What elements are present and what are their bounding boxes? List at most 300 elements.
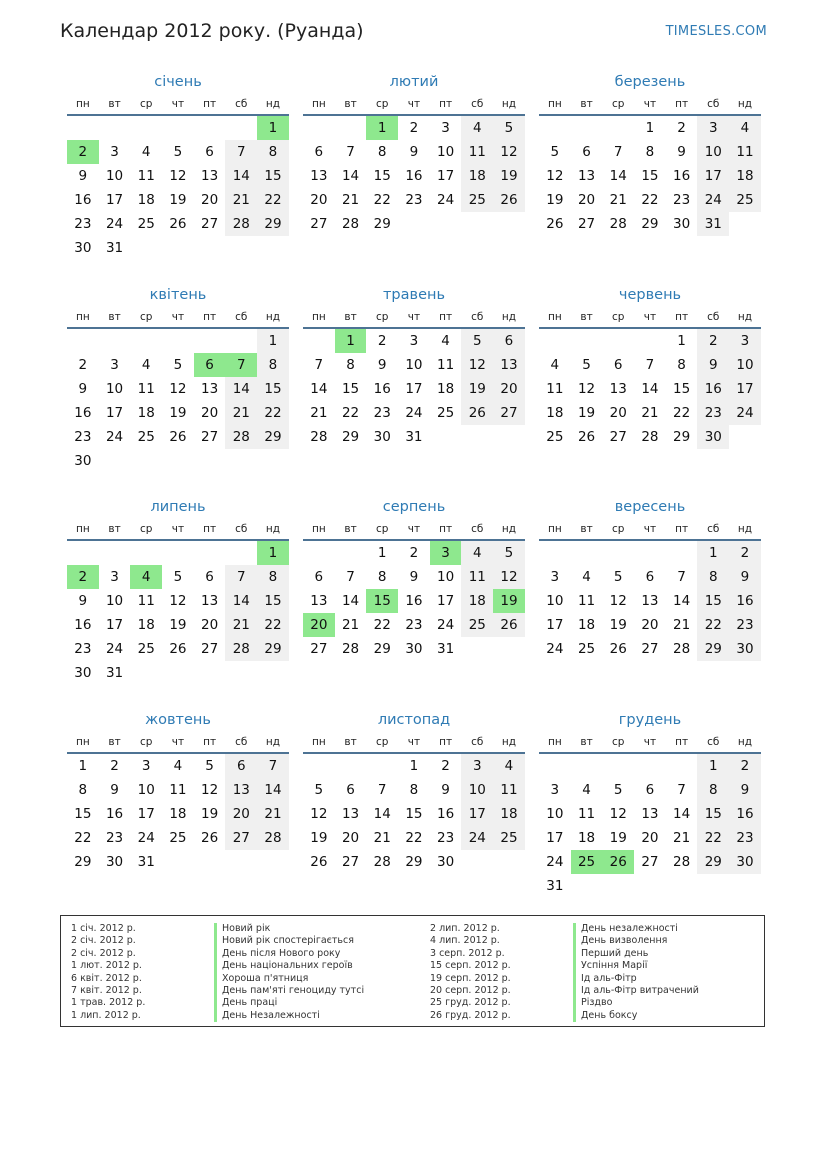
day-cell[interactable]: 17 (461, 802, 493, 826)
day-cell[interactable]: 28 (225, 425, 257, 449)
day-cell[interactable]: 30 (437, 854, 455, 870)
day-cell[interactable]: 25 (493, 826, 525, 850)
day-cell[interactable]: 8 (697, 565, 729, 589)
day-cell[interactable]: 29 (74, 854, 92, 870)
day-cell[interactable]: 30 (74, 665, 92, 681)
day-cell[interactable]: 6 (225, 754, 257, 778)
day-cell[interactable]: 10 (137, 782, 155, 798)
day-cell[interactable]: 5 (493, 116, 525, 140)
day-cell[interactable]: 28 (673, 641, 691, 657)
day-cell[interactable]: 4 (729, 116, 761, 140)
day-cell[interactable]: 9 (729, 778, 761, 802)
day-cell[interactable]: 25 (546, 429, 564, 445)
day-cell[interactable]: 20 (641, 617, 659, 633)
day-cell[interactable]: 25 (577, 641, 596, 657)
day-cell[interactable]: 1 (257, 329, 289, 353)
day-cell[interactable]: 29 (257, 637, 289, 661)
day-cell[interactable]: 20 (225, 802, 257, 826)
day-cell[interactable]: 10 (405, 357, 423, 373)
day-cell[interactable]: 27 (310, 641, 328, 657)
day-cell[interactable]: 10 (105, 593, 124, 609)
day-cell[interactable]: 19 (461, 377, 493, 401)
day-cell[interactable]: 17 (137, 806, 155, 822)
day-cell[interactable]: 14 (225, 377, 257, 401)
day-cell[interactable]: 18 (577, 830, 596, 846)
day-cell[interactable]: 15 (257, 589, 289, 613)
day-cell[interactable]: 21 (310, 405, 328, 421)
day-cell[interactable]: 22 (373, 617, 391, 633)
day-cell[interactable]: 5 (613, 569, 623, 585)
day-cell[interactable]: 15 (673, 381, 691, 397)
day-cell[interactable]: 3 (697, 116, 729, 140)
day-cell[interactable]: 4 (141, 357, 151, 373)
day-cell[interactable]: 5 (173, 144, 183, 160)
day-cell[interactable]: 9 (677, 144, 686, 160)
day-cell[interactable]: 5 (582, 357, 591, 373)
holiday-day-cell[interactable]: 7 (225, 353, 257, 377)
holiday-day-cell[interactable]: 2 (67, 140, 99, 164)
day-cell[interactable]: 30 (673, 216, 691, 232)
day-cell[interactable]: 2 (409, 120, 419, 136)
day-cell[interactable]: 11 (137, 593, 155, 609)
day-cell[interactable]: 14 (310, 381, 328, 397)
day-cell[interactable]: 7 (314, 357, 324, 373)
day-cell[interactable]: 13 (310, 593, 328, 609)
day-cell[interactable]: 30 (729, 850, 761, 874)
day-cell[interactable]: 9 (78, 593, 88, 609)
day-cell[interactable]: 26 (169, 429, 187, 445)
day-cell[interactable]: 21 (673, 617, 691, 633)
day-cell[interactable]: 10 (697, 140, 729, 164)
day-cell[interactable]: 12 (169, 593, 187, 609)
day-cell[interactable]: 12 (493, 140, 525, 164)
day-cell[interactable]: 8 (257, 140, 289, 164)
day-cell[interactable]: 21 (673, 830, 691, 846)
day-cell[interactable]: 19 (493, 164, 525, 188)
day-cell[interactable]: 19 (310, 830, 328, 846)
day-cell[interactable]: 13 (493, 353, 525, 377)
day-cell[interactable]: 31 (437, 641, 455, 657)
day-cell[interactable]: 23 (105, 830, 124, 846)
day-cell[interactable]: 12 (461, 353, 493, 377)
day-cell[interactable]: 26 (609, 641, 627, 657)
day-cell[interactable]: 24 (437, 192, 455, 208)
day-cell[interactable]: 13 (201, 593, 219, 609)
holiday-day-cell[interactable]: 20 (303, 613, 335, 637)
day-cell[interactable]: 23 (74, 216, 92, 232)
day-cell[interactable]: 23 (697, 401, 729, 425)
day-cell[interactable]: 22 (641, 192, 659, 208)
holiday-day-cell[interactable]: 1 (335, 329, 367, 353)
day-cell[interactable]: 24 (546, 641, 564, 657)
day-cell[interactable]: 31 (546, 878, 564, 894)
day-cell[interactable]: 15 (405, 806, 423, 822)
day-cell[interactable]: 20 (577, 192, 596, 208)
day-cell[interactable]: 12 (201, 782, 219, 798)
day-cell[interactable]: 2 (78, 357, 88, 373)
day-cell[interactable]: 19 (609, 617, 627, 633)
day-cell[interactable]: 28 (225, 212, 257, 236)
day-cell[interactable]: 24 (405, 405, 423, 421)
day-cell[interactable]: 2 (677, 120, 686, 136)
day-cell[interactable]: 12 (546, 168, 564, 184)
day-cell[interactable]: 26 (493, 613, 525, 637)
day-cell[interactable]: 8 (697, 778, 729, 802)
day-cell[interactable]: 7 (225, 140, 257, 164)
day-cell[interactable]: 28 (310, 429, 328, 445)
day-cell[interactable]: 26 (577, 429, 596, 445)
day-cell[interactable]: 26 (310, 854, 328, 870)
day-cell[interactable]: 28 (225, 637, 257, 661)
holiday-day-cell[interactable]: 6 (194, 353, 226, 377)
day-cell[interactable]: 12 (493, 565, 525, 589)
day-cell[interactable]: 10 (437, 144, 455, 160)
day-cell[interactable]: 8 (677, 357, 686, 373)
day-cell[interactable]: 5 (314, 782, 324, 798)
day-cell[interactable]: 26 (461, 401, 493, 425)
day-cell[interactable]: 1 (697, 754, 729, 778)
day-cell[interactable]: 18 (169, 806, 187, 822)
day-cell[interactable]: 24 (729, 401, 761, 425)
day-cell[interactable]: 26 (201, 830, 219, 846)
day-cell[interactable]: 21 (641, 405, 659, 421)
day-cell[interactable]: 24 (105, 429, 124, 445)
day-cell[interactable]: 18 (577, 617, 596, 633)
day-cell[interactable]: 31 (697, 212, 729, 236)
day-cell[interactable]: 6 (613, 357, 623, 373)
day-cell[interactable]: 16 (405, 593, 423, 609)
day-cell[interactable]: 7 (257, 754, 289, 778)
day-cell[interactable]: 13 (641, 593, 659, 609)
day-cell[interactable]: 23 (74, 429, 92, 445)
day-cell[interactable]: 4 (582, 569, 591, 585)
day-cell[interactable]: 19 (546, 192, 564, 208)
day-cell[interactable]: 11 (729, 140, 761, 164)
day-cell[interactable]: 7 (346, 144, 355, 160)
day-cell[interactable]: 3 (110, 357, 119, 373)
holiday-day-cell[interactable]: 19 (493, 589, 525, 613)
day-cell[interactable]: 6 (582, 144, 591, 160)
day-cell[interactable]: 20 (201, 192, 219, 208)
day-cell[interactable]: 15 (697, 802, 729, 826)
day-cell[interactable]: 5 (173, 569, 183, 585)
day-cell[interactable]: 28 (257, 826, 289, 850)
day-cell[interactable]: 29 (373, 216, 391, 232)
day-cell[interactable]: 15 (373, 168, 391, 184)
day-cell[interactable]: 22 (341, 405, 360, 421)
day-cell[interactable]: 16 (74, 617, 92, 633)
day-cell[interactable]: 18 (137, 405, 155, 421)
day-cell[interactable]: 3 (110, 144, 119, 160)
day-cell[interactable]: 21 (225, 188, 257, 212)
day-cell[interactable]: 30 (74, 240, 92, 256)
day-cell[interactable]: 7 (677, 569, 686, 585)
day-cell[interactable]: 13 (201, 168, 219, 184)
day-cell[interactable]: 22 (373, 192, 391, 208)
day-cell[interactable]: 20 (641, 830, 659, 846)
day-cell[interactable]: 17 (405, 381, 423, 397)
day-cell[interactable]: 26 (493, 188, 525, 212)
day-cell[interactable]: 6 (314, 569, 324, 585)
day-cell[interactable]: 17 (437, 593, 455, 609)
day-cell[interactable]: 10 (105, 168, 124, 184)
day-cell[interactable]: 7 (645, 357, 655, 373)
day-cell[interactable]: 31 (405, 429, 423, 445)
day-cell[interactable]: 4 (141, 144, 151, 160)
day-cell[interactable]: 14 (225, 164, 257, 188)
day-cell[interactable]: 11 (461, 140, 493, 164)
day-cell[interactable]: 23 (729, 826, 761, 850)
day-cell[interactable]: 27 (310, 216, 328, 232)
day-cell[interactable]: 21 (225, 613, 257, 637)
day-cell[interactable]: 4 (441, 333, 450, 349)
day-cell[interactable]: 2 (409, 545, 419, 561)
holiday-day-cell[interactable]: 25 (571, 850, 603, 874)
day-cell[interactable]: 31 (137, 854, 155, 870)
day-cell[interactable]: 1 (697, 541, 729, 565)
day-cell[interactable]: 13 (225, 778, 257, 802)
day-cell[interactable]: 29 (697, 637, 729, 661)
day-cell[interactable]: 31 (105, 240, 124, 256)
day-cell[interactable]: 29 (697, 850, 729, 874)
day-cell[interactable]: 11 (137, 381, 155, 397)
day-cell[interactable]: 9 (78, 168, 88, 184)
day-cell[interactable]: 27 (609, 429, 627, 445)
day-cell[interactable]: 6 (314, 144, 324, 160)
day-cell[interactable]: 6 (645, 782, 655, 798)
day-cell[interactable]: 5 (461, 329, 493, 353)
day-cell[interactable]: 16 (74, 192, 92, 208)
day-cell[interactable]: 18 (493, 802, 525, 826)
day-cell[interactable]: 3 (729, 329, 761, 353)
day-cell[interactable]: 19 (169, 405, 187, 421)
day-cell[interactable]: 9 (697, 353, 729, 377)
day-cell[interactable]: 22 (74, 830, 92, 846)
day-cell[interactable]: 28 (673, 854, 691, 870)
day-cell[interactable]: 25 (461, 613, 493, 637)
day-cell[interactable]: 10 (729, 353, 761, 377)
day-cell[interactable]: 13 (641, 806, 659, 822)
day-cell[interactable]: 10 (105, 381, 124, 397)
day-cell[interactable]: 6 (493, 329, 525, 353)
day-cell[interactable]: 2 (377, 333, 387, 349)
day-cell[interactable]: 3 (441, 120, 450, 136)
day-cell[interactable]: 27 (201, 641, 219, 657)
day-cell[interactable]: 10 (546, 806, 564, 822)
day-cell[interactable]: 12 (169, 381, 187, 397)
day-cell[interactable]: 4 (461, 541, 493, 565)
day-cell[interactable]: 20 (493, 377, 525, 401)
day-cell[interactable]: 13 (310, 168, 328, 184)
day-cell[interactable]: 14 (373, 806, 391, 822)
day-cell[interactable]: 11 (169, 782, 187, 798)
day-cell[interactable]: 16 (405, 168, 423, 184)
day-cell[interactable]: 22 (673, 405, 691, 421)
day-cell[interactable]: 19 (609, 830, 627, 846)
day-cell[interactable]: 28 (609, 216, 627, 232)
day-cell[interactable]: 14 (257, 778, 289, 802)
day-cell[interactable]: 24 (697, 188, 729, 212)
day-cell[interactable]: 18 (729, 164, 761, 188)
day-cell[interactable]: 6 (346, 782, 355, 798)
day-cell[interactable]: 23 (405, 192, 423, 208)
day-cell[interactable]: 1 (409, 758, 419, 774)
day-cell[interactable]: 4 (461, 116, 493, 140)
day-cell[interactable]: 6 (205, 144, 214, 160)
day-cell[interactable]: 9 (409, 144, 419, 160)
day-cell[interactable]: 5 (173, 357, 183, 373)
day-cell[interactable]: 5 (493, 541, 525, 565)
day-cell[interactable]: 12 (169, 168, 187, 184)
day-cell[interactable]: 1 (677, 333, 686, 349)
day-cell[interactable]: 28 (341, 216, 360, 232)
day-cell[interactable]: 15 (257, 377, 289, 401)
day-cell[interactable]: 30 (729, 637, 761, 661)
day-cell[interactable]: 13 (341, 806, 360, 822)
day-cell[interactable]: 21 (257, 802, 289, 826)
holiday-day-cell[interactable]: 1 (257, 541, 289, 565)
day-cell[interactable]: 5 (205, 758, 214, 774)
day-cell[interactable]: 30 (697, 425, 729, 449)
day-cell[interactable]: 8 (257, 353, 289, 377)
day-cell[interactable]: 2 (729, 541, 761, 565)
day-cell[interactable]: 15 (641, 168, 659, 184)
day-cell[interactable]: 25 (169, 830, 187, 846)
day-cell[interactable]: 8 (409, 782, 419, 798)
day-cell[interactable]: 23 (373, 405, 391, 421)
day-cell[interactable]: 7 (613, 144, 623, 160)
day-cell[interactable]: 27 (341, 854, 360, 870)
day-cell[interactable]: 29 (405, 854, 423, 870)
day-cell[interactable]: 1 (645, 120, 655, 136)
day-cell[interactable]: 7 (225, 565, 257, 589)
day-cell[interactable]: 12 (310, 806, 328, 822)
day-cell[interactable]: 20 (201, 405, 219, 421)
day-cell[interactable]: 11 (437, 357, 455, 373)
day-cell[interactable]: 6 (205, 569, 214, 585)
day-cell[interactable]: 27 (201, 429, 219, 445)
day-cell[interactable]: 25 (729, 188, 761, 212)
day-cell[interactable]: 15 (257, 164, 289, 188)
day-cell[interactable]: 26 (169, 641, 187, 657)
day-cell[interactable]: 25 (437, 405, 455, 421)
day-cell[interactable]: 25 (137, 216, 155, 232)
day-cell[interactable]: 30 (373, 429, 391, 445)
day-cell[interactable]: 18 (461, 589, 493, 613)
day-cell[interactable]: 23 (405, 617, 423, 633)
day-cell[interactable]: 12 (609, 806, 627, 822)
day-cell[interactable]: 2 (441, 758, 450, 774)
day-cell[interactable]: 17 (105, 192, 124, 208)
day-cell[interactable]: 28 (373, 854, 391, 870)
day-cell[interactable]: 17 (105, 617, 124, 633)
day-cell[interactable]: 18 (137, 192, 155, 208)
day-cell[interactable]: 11 (137, 168, 155, 184)
day-cell[interactable]: 29 (641, 216, 659, 232)
day-cell[interactable]: 17 (546, 830, 564, 846)
day-cell[interactable]: 16 (105, 806, 124, 822)
day-cell[interactable]: 27 (201, 216, 219, 232)
day-cell[interactable]: 19 (577, 405, 596, 421)
holiday-day-cell[interactable]: 1 (366, 116, 398, 140)
day-cell[interactable]: 21 (373, 830, 391, 846)
day-cell[interactable]: 26 (169, 216, 187, 232)
day-cell[interactable]: 27 (577, 216, 596, 232)
day-cell[interactable]: 16 (74, 405, 92, 421)
day-cell[interactable]: 10 (546, 593, 564, 609)
day-cell[interactable]: 19 (201, 806, 219, 822)
day-cell[interactable]: 24 (105, 641, 124, 657)
day-cell[interactable]: 11 (577, 593, 596, 609)
day-cell[interactable]: 29 (341, 429, 360, 445)
day-cell[interactable]: 6 (645, 569, 655, 585)
day-cell[interactable]: 10 (437, 569, 455, 585)
day-cell[interactable]: 20 (201, 617, 219, 633)
day-cell[interactable]: 28 (641, 429, 659, 445)
day-cell[interactable]: 14 (673, 593, 691, 609)
site-logo[interactable]: TIMESLES.COM (665, 24, 767, 39)
day-cell[interactable]: 7 (677, 782, 686, 798)
day-cell[interactable]: 23 (437, 830, 455, 846)
day-cell[interactable]: 12 (577, 381, 596, 397)
day-cell[interactable]: 18 (437, 381, 455, 397)
day-cell[interactable]: 22 (257, 188, 289, 212)
day-cell[interactable]: 14 (609, 168, 627, 184)
day-cell[interactable]: 19 (169, 192, 187, 208)
day-cell[interactable]: 21 (609, 192, 627, 208)
day-cell[interactable]: 8 (377, 569, 387, 585)
day-cell[interactable]: 14 (225, 589, 257, 613)
day-cell[interactable]: 15 (341, 381, 360, 397)
day-cell[interactable]: 7 (377, 782, 387, 798)
day-cell[interactable]: 27 (225, 826, 257, 850)
day-cell[interactable]: 4 (550, 357, 560, 373)
day-cell[interactable]: 14 (341, 593, 360, 609)
day-cell[interactable]: 17 (729, 377, 761, 401)
day-cell[interactable]: 27 (641, 854, 659, 870)
day-cell[interactable]: 23 (729, 613, 761, 637)
day-cell[interactable]: 25 (461, 188, 493, 212)
day-cell[interactable]: 29 (257, 425, 289, 449)
day-cell[interactable]: 24 (437, 617, 455, 633)
day-cell[interactable]: 16 (673, 168, 691, 184)
day-cell[interactable]: 4 (493, 754, 525, 778)
day-cell[interactable]: 8 (257, 565, 289, 589)
day-cell[interactable]: 24 (137, 830, 155, 846)
day-cell[interactable]: 20 (341, 830, 360, 846)
day-cell[interactable]: 8 (346, 357, 355, 373)
day-cell[interactable]: 9 (78, 381, 88, 397)
holiday-day-cell[interactable]: 4 (130, 565, 162, 589)
day-cell[interactable]: 8 (645, 144, 655, 160)
day-cell[interactable]: 25 (137, 429, 155, 445)
day-cell[interactable]: 20 (609, 405, 627, 421)
day-cell[interactable]: 29 (373, 641, 391, 657)
day-cell[interactable]: 14 (641, 381, 659, 397)
day-cell[interactable]: 21 (341, 617, 360, 633)
day-cell[interactable]: 21 (225, 401, 257, 425)
day-cell[interactable]: 11 (493, 778, 525, 802)
day-cell[interactable]: 29 (257, 212, 289, 236)
day-cell[interactable]: 22 (697, 826, 729, 850)
day-cell[interactable]: 17 (697, 164, 729, 188)
day-cell[interactable]: 2 (697, 329, 729, 353)
day-cell[interactable]: 18 (461, 164, 493, 188)
day-cell[interactable]: 9 (409, 569, 419, 585)
day-cell[interactable]: 9 (110, 782, 119, 798)
day-cell[interactable]: 5 (613, 782, 623, 798)
day-cell[interactable]: 26 (546, 216, 564, 232)
